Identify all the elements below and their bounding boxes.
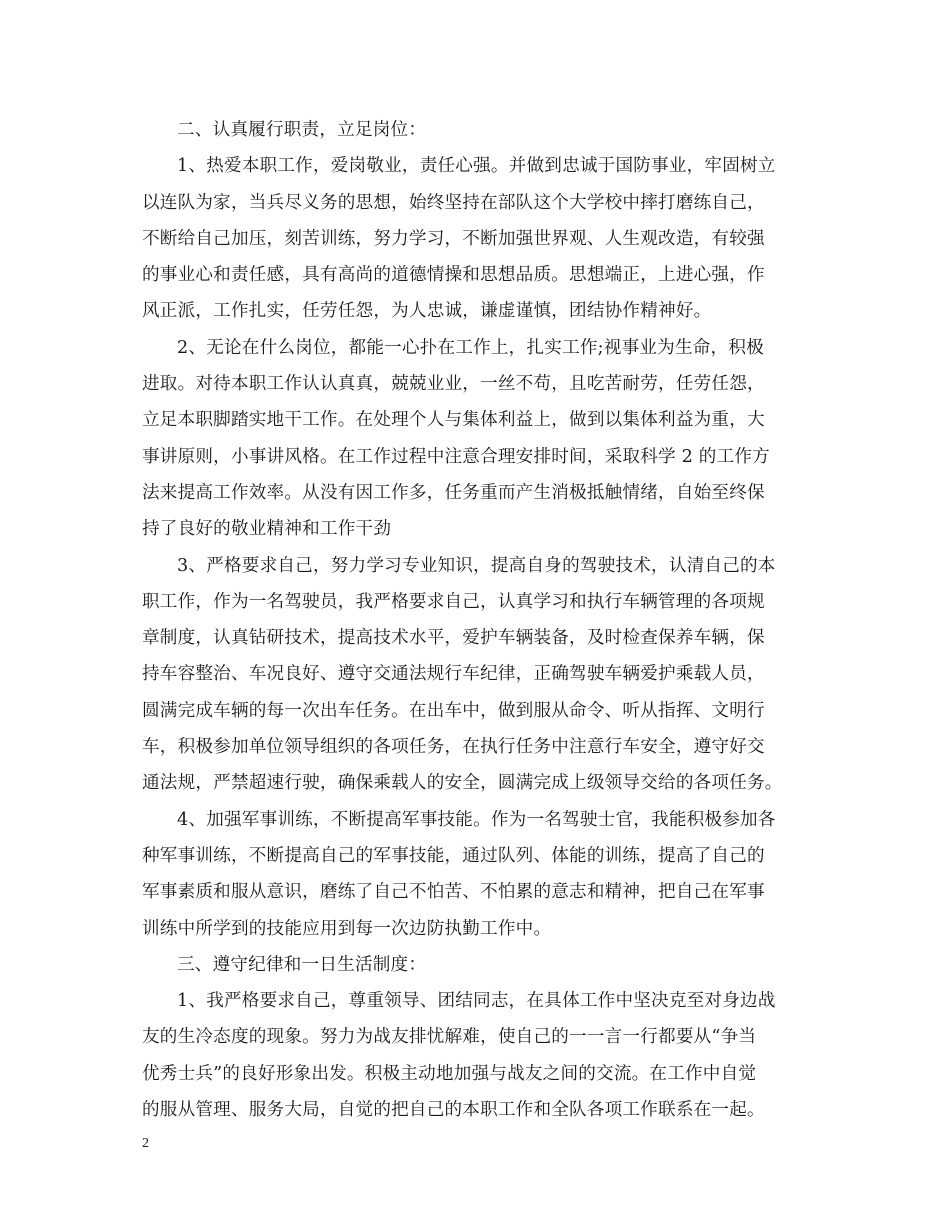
text-line: 三、遵守纪律和一日生活制度： [177,954,427,975]
section-heading [142,947,812,983]
text-line: 章制度，认真钻研技术，提高技术水平，爱护车辆装备，及时检查保养车辆，保 [142,628,765,649]
text-line: 军事素质和服从意识，磨练了自己不怕苦、不怕累的意志和精神，把自己在军事 [142,882,765,903]
body-paragraph [142,330,812,548]
document-body [142,112,812,1128]
text-line: 3、严格要求自己，努力学习专业知识，提高自身的驾驶技术，认清自己的本 [177,555,776,576]
text-line: 1、热爱本职工作，爱岗敬业，责任心强。并做到忠诚于国防事业，牢固树立 [177,156,776,177]
text-line: 进取。对待本职工作认认真真，兢兢业业，一丝不苟，且吃苦耐劳，任劳任怨， [142,374,765,395]
text-line: 持了良好的敬业精神和工作干劲 [142,519,392,540]
body-paragraph [142,548,812,802]
text-line: 通法规，严禁超速行驶，确保乘载人的安全，圆满完成上级领导交给的各项任务。 [142,773,783,794]
text-line: 的服从管理、服务大局，自觉的把自己的本职工作和全队各项工作联系在一起。 [142,1100,765,1121]
text-line: 车，积极参加单位领导组织的各项任务，在执行任务中注意行车安全，遵守好交 [142,737,765,758]
text-line: 风正派，工作扎实，任劳任怨，为人忠诚，谦虚谨慎，团结协作精神好。 [142,301,712,322]
body-paragraph [142,983,812,1128]
page-number: 2 [142,1136,149,1151]
text-line: 法来提高工作效率。从没有因工作多，任务重而产生消极抵触情绪，自始至终保 [142,482,765,503]
text-line: 职工作，作为一名驾驶员，我严格要求自己，认真学习和执行车辆管理的各项规 [142,591,765,612]
text-line: 不断给自己加压，刻苦训练，努力学习，不断加强世界观、人生观改造，有较强 [142,228,765,249]
text-line: 二、认真履行职责，立足岗位： [177,120,427,140]
text-line: 的事业心和责任感，具有高尚的道德情操和思想品质。思想端正，上进心强，作 [142,265,765,286]
body-paragraph [142,802,812,947]
text-line: 立足本职脚踏实地干工作。在处理个人与集体利益上，做到以集体利益为重，大 [142,410,765,431]
body-paragraph [142,148,812,329]
text-line: 训练中所学到的技能应用到每一次边防执勤工作中。 [142,918,552,939]
text-line: 优秀士兵”的良好形象出发。积极主动地加强与战友之间的交流。在工作中自觉 [142,1063,757,1084]
text-line: 圆满完成车辆的每一次出车任务。在出车中，做到服从命令、听从指挥、文明行 [142,700,765,721]
text-line: 事讲原则，小事讲风格。在工作过程中注意合理安排时间，采取科学 2 的工作方 [142,446,770,467]
text-line: 友的生冷态度的现象。努力为战友排忧解难，使自己的一一言一行都要从“争当 [142,1027,757,1048]
text-line: 1、我严格要求自己，尊重领导、团结同志，在具体工作中坚决克至对身边战 [177,991,776,1012]
text-line: 持车容整治、车况良好、遵守交通法规行车纪律，正确驾驶车辆爱护乘载人员， [142,664,765,685]
text-line: 4、加强军事训练，不断提高军事技能。作为一名驾驶士官，我能积极参加各 [177,809,776,830]
text-line: 以连队为家，当兵尽义务的思想，始终坚持在部队这个大学校中摔打磨练自己， [142,192,765,213]
text-line: 2、无论在什么岗位，都能一心扑在工作上，扎实工作;视事业为生命，积极 [177,337,764,358]
text-line: 种军事训练，不断提高自己的军事技能，通过队列、体能的训练，提高了自己的 [142,845,765,866]
section-heading [142,112,812,148]
